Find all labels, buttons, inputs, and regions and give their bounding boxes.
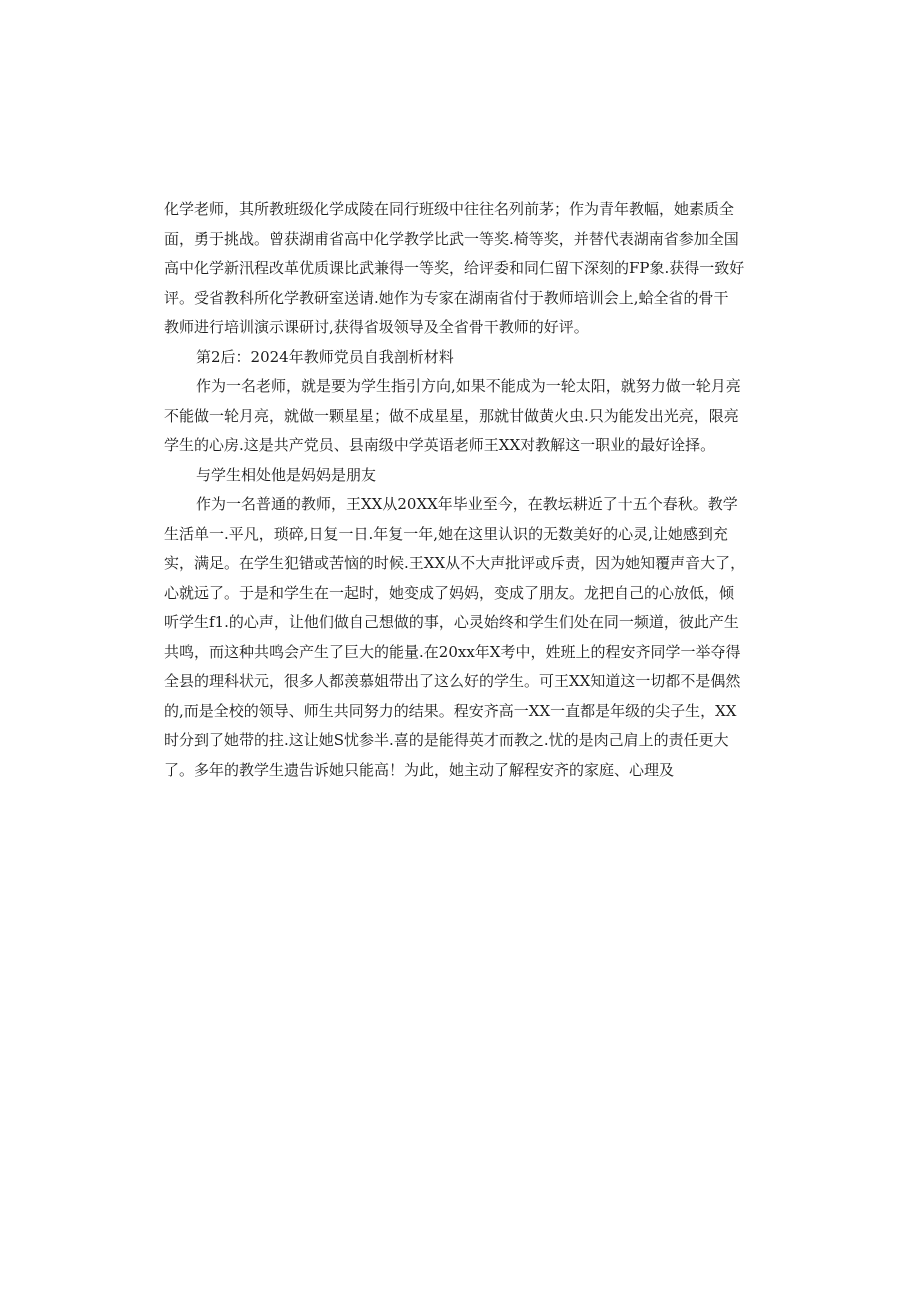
- paragraph-line: 面，勇于挑战。曾获湖甫省高中化学教学比武一等奖.椅等奖，并替代表湖南省参加全国: [164, 229, 739, 248]
- paragraph-line: 生活单一.平凡，琐碎,日复一日.年复一年,她在这里认识的无数美好的心灵,让她感到充: [164, 524, 728, 543]
- paragraph-line: 实，满足。在学生犯错或苦恼的时候.王XX从不大声批评或斥责，因为她知覆声音大了，: [164, 554, 746, 572]
- paragraph-line: 学生的心房.这是共产党员、县南级中学英语老师王XX对教解这一职业的最好诠择。: [164, 436, 716, 454]
- paragraph-line: 高中化学新汛程改革优质课比武兼得一等奖，给评委和同仁留下深刻的FP象.获得一致好: [164, 259, 745, 277]
- document-body: [164, 195, 764, 785]
- paragraph-line: 评。受省教科所化学教研室送请.她作为专家在湖南省付于教师培训会上,蛤全省的骨干: [164, 288, 729, 307]
- paragraph-line: 全县的理科状元，很多人都羡慕姐带出了这么好的学生。可王XX知道这一切都不是偶然: [164, 672, 741, 690]
- paragraph-line: 的,而是全校的领导、师生共同努力的结果。程安齐高一XX一直都是年级的尖子生，XX: [164, 701, 737, 720]
- paragraph-line: 教师进行培训演示课研讨,获得省圾领导及全省骨干教师的好评。: [164, 318, 589, 336]
- paragraph-line: 时分到了她带的拄.这让她S忧参半.喜的是能得英才而教之.忧的是肉己肩上的责任更大: [164, 731, 729, 749]
- paragraph-line: 作为一名普通的教师，王XX从20XX年毕业至今，在教坛耕近了十五个春秋。教学: [196, 495, 738, 513]
- paragraph-line: 共鸣，而这种共鸣会产生了巨大的能量.在20xx年X考中，姓班上的程安齐同学一举夺得: [164, 642, 741, 661]
- paragraph-line: 作为一名老师，就是要为学生指引方向,如果不能成为一轮太阳，就努力做一轮月亮: [196, 377, 741, 395]
- paragraph-line: 化学老师，其所教班级化学成陵在同行班级中往往名列前茅；作为青年教幅，她素质全: [164, 200, 735, 218]
- subheading: 与学生相处他是妈妈是朋友: [196, 465, 377, 484]
- paragraph-line: 不能做一轮月亮，就做一颗星星；做不成星星，那就甘做黄火虫.只为能发出光亮，限亮: [164, 406, 739, 425]
- paragraph-line: 心就远了。于是和学生在一起时，她变成了妈妈，变成了朋友。龙把自己的心放低，倾: [164, 583, 735, 602]
- paragraph-line: 了。多年的教学生遗告诉她只能高！为此，她主动了解程安齐的家庭、心理及: [164, 760, 675, 779]
- paragraph-line: 听学生f1.的心声，让他们做自己想做的事，心灵始终和学生们处在同一频道，彼此产生: [164, 613, 739, 631]
- section-heading: 第2后：2024年教师党员自我剖析材料: [196, 347, 454, 366]
